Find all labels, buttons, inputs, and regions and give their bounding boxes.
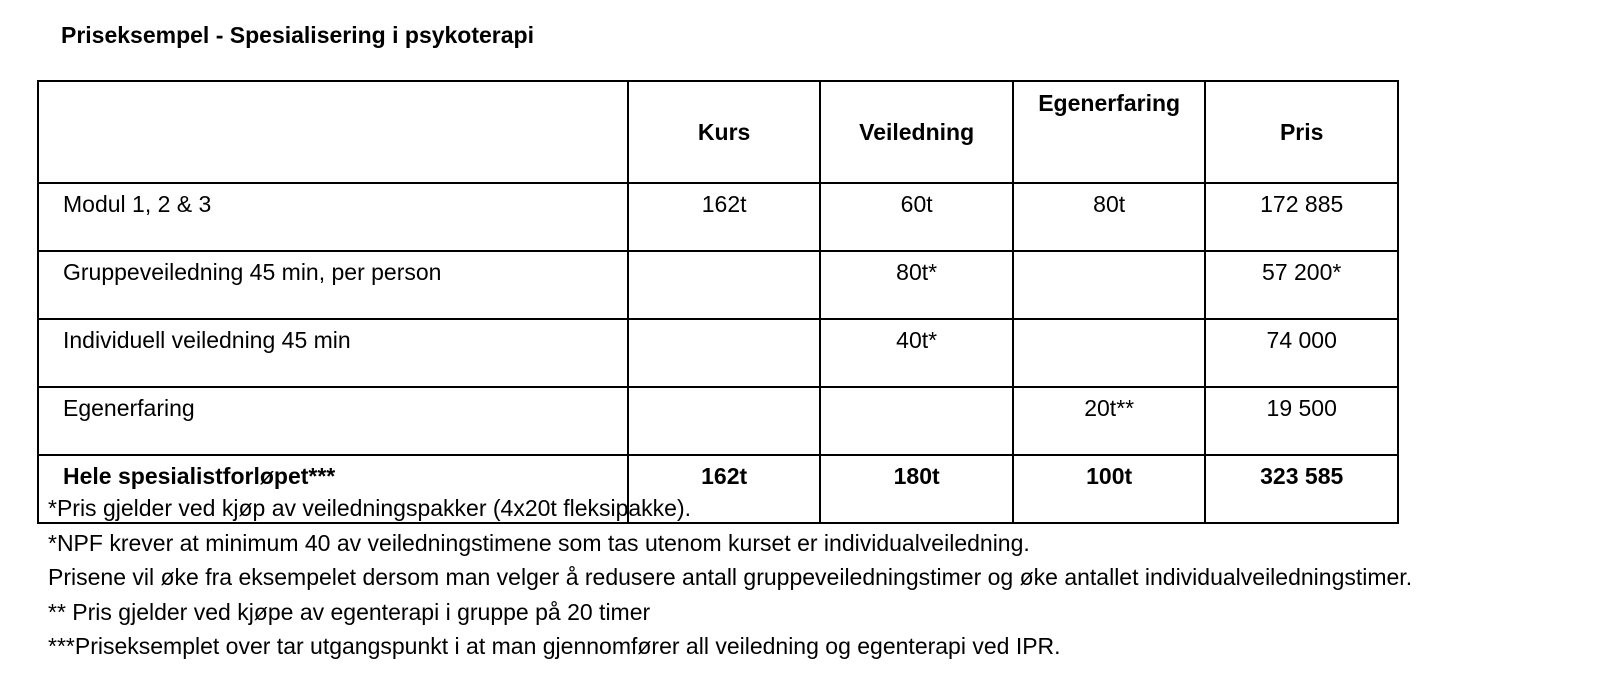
cell-egenerfaring: 80t [1013,183,1206,251]
cell-kurs: 162t [628,455,821,523]
cell-pris: 19 500 [1205,387,1398,455]
row-label: Individuell veiledning 45 min [38,319,628,387]
cell-kurs: 162t [628,183,821,251]
cell-egenerfaring: 20t** [1013,387,1206,455]
footnote: Prisene vil øke fra eksempelet dersom man velger å redusere antall gruppeveiledningstimer og øke antallet individualveiledningstimer. [48,564,1413,590]
cell-kurs [628,319,821,387]
row-label: Hele spesialistforløpet*** [38,455,628,523]
row-label: Egenerfaring [38,387,628,455]
row-label: Gruppeveiledning 45 min, per person [38,251,628,319]
header-empty [38,81,628,183]
footnote: *NPF krever at minimum 40 av veiledningstimene som tas utenom kurset er individualveiledning. [48,529,1030,556]
cell-pris: 74 000 [1205,319,1398,387]
footnote: ** Pris gjelder ved kjøpe av egenterapi i gruppe på 20 timer [48,598,651,625]
table-header-row [38,81,1398,183]
cell-veiledning: 60t [820,183,1013,251]
cell-kurs [628,387,821,455]
cell-veiledning: 180t [820,455,1013,523]
header-egenerfaring: Egenerfaring [1013,81,1206,183]
cell-egenerfaring [1013,251,1206,319]
table-row [38,387,1398,455]
footnote: *Pris gjelder ved kjøp av veiledningspakker (4x20t fleksipakke). [48,495,692,521]
row-label: Modul 1, 2 & 3 [38,183,628,251]
cell-veiledning: 80t* [820,251,1013,319]
cell-pris: 172 885 [1205,183,1398,251]
header-pris: Pris [1205,81,1398,183]
header-kurs: Kurs [628,81,821,183]
cell-egenerfaring: 100t [1013,455,1206,523]
cell-veiledning: 40t* [820,319,1013,387]
cell-kurs [628,251,821,319]
table-row [38,183,1398,251]
table-row [38,251,1398,319]
footnote: ***Priseksemplet over tar utgangspunkt i at man gjennomfører all veiledning og egenterapi ved IPR. [48,633,1061,659]
cell-pris: 323 585 [1205,455,1398,523]
table-row [38,319,1398,387]
cell-egenerfaring [1013,319,1206,387]
header-veiledning: Veiledning [820,81,1013,183]
price-table [37,80,1399,524]
cell-pris: 57 200* [1205,251,1398,319]
footnotes [48,491,1412,664]
cell-veiledning [820,387,1013,455]
page-title: Priseksempel - Spesialisering i psykoterapi [61,22,534,48]
